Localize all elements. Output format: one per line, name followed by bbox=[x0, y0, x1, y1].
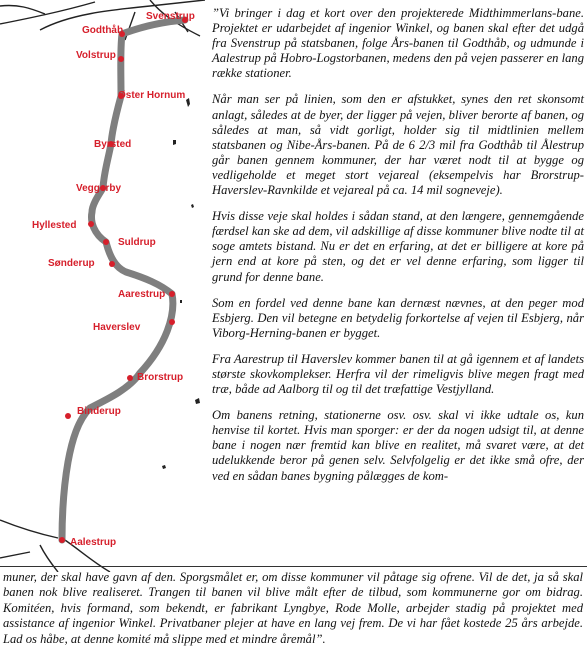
article-paragraph: Når man ser på linien, som den er afstukket, synes den ret skonsomt anlagt, således at de byer, der ligger på vejen, bliver berorte af banen, og således at man, så vidt gorligt, holder sig til midtlinien mellem statsbanen og Nibe-Års-banen. På de 6 2/3 mil fra Godthåb til Ålestrup går banen gennem kommuner, der har været nodt til at bygge og vedligeholde et meget stort vejareal (eksempelvis har Brorstrup-Haverslev-Ravnkilde et vejareal på ca. 14 mil sogneveje). bbox=[212, 92, 584, 198]
station-label: Sønderup bbox=[48, 258, 95, 269]
station-dot bbox=[169, 291, 175, 297]
station-dot bbox=[109, 261, 115, 267]
station-dot bbox=[127, 375, 133, 381]
article-paragraph: Hvis disse veje skal holdes i sådan stand, at den længere, gennemgående færdsel kan ske ad dem, vil adskillige af disse kommuner blive nodte til at soge amtets bistand. Nu er det en erfaring, at det er billigere at kore på jern end at kore på sten, og det er vel denne erfaring, som ligger til grund for denne bane. bbox=[212, 209, 584, 284]
railway-map bbox=[0, 0, 205, 572]
station-label: Haverslev bbox=[93, 322, 141, 333]
station-binderup bbox=[65, 406, 121, 419]
station-label: Binderup bbox=[77, 406, 121, 417]
article-paragraph: ”Vi bringer i dag et kort over den projekterede Midthimmerlans-bane. Projektet er udarbejdet af ingenior Winkel, og banen skal efter det udgå fra Svenstrup på statsbanen, folge Års-banen til Godthåb, og udmunde i Aalestrup på Hobro-Logstorbanen, medens den på vejen passerer en lang række stationer. bbox=[212, 6, 584, 81]
station-suldrup bbox=[103, 237, 156, 248]
article-continuation: muner, der skal have gavn af den. Sporgsmålet er, om disse kommuner vil påtage sig ofrene. Vil de det, ja så skal banen nok blive realiseret. Trangen til banen vil blive målt efter de tilbud, som kommunerne gor om bidrag. Komitéen, hvis formand, som bekendt, er fabrikant Lyngbye, Rode Molle, arbejder stadig på projektet med assistance af ingenior Winkel. Privatbaner plejer at have en lang vej frem. De vi har fået kostede 25 års arbejde. Lad os håbe, at denne komité må slippe med et mindre åremål”. bbox=[3, 570, 583, 646]
station-volstrup bbox=[76, 50, 124, 62]
station-label: Aalestrup bbox=[70, 537, 117, 548]
station-svenstrup bbox=[146, 11, 195, 23]
station-dot bbox=[88, 221, 94, 227]
station-dot bbox=[59, 537, 65, 543]
station-label: Hyllested bbox=[32, 220, 77, 231]
station-byrsted bbox=[94, 139, 131, 150]
article-paragraph: Om banens retning, stationerne osv. osv. skal vi ikke udtale os, kun henvise til kortet. Hvis man sporger: er der da nogen udsigt til, at denne bane i nogen nær fremtid kan blive en realitet, må svaret være, at det udelukkende beror på genen selv. Selvfolgelig er det ikke små ofre, der ved en sådan banes bygning pålægges de kom- bbox=[212, 408, 584, 483]
station-label: Godthåb bbox=[82, 25, 124, 36]
station-godthaab bbox=[82, 24, 125, 37]
station-label: Veggerby bbox=[76, 183, 122, 194]
article-paragraph: Som en fordel ved denne bane kan dernæst nævnes, at den peger mod Esbjerg. Den vil betegne en betydelig forkortelse af vejen til Esbjerg, når Viborg-Herning-banen er bygget. bbox=[212, 295, 584, 340]
station-soenderup bbox=[48, 258, 115, 269]
station-label: Suldrup bbox=[118, 237, 156, 248]
divider bbox=[0, 566, 587, 567]
station-oester-hornum bbox=[118, 90, 185, 101]
station-label: Øster Hornum bbox=[118, 90, 186, 101]
station-label: Brorstrup bbox=[137, 372, 184, 383]
station-label: Aarestrup bbox=[118, 289, 166, 300]
station-label: Svenstrup bbox=[146, 11, 195, 22]
station-haverslev bbox=[93, 319, 175, 333]
map-background-lines bbox=[0, 0, 205, 572]
station-veggerby bbox=[76, 183, 121, 194]
station-dot bbox=[103, 239, 109, 245]
article-paragraph: Fra Aarestrup til Haverslev kommer banen til at gå igennem et af landets største skovkomplekser. Herfra vil der rimeligvis blive megen fragt med træ, både ad Aalborg til og til det træfattige Vestjylland. bbox=[212, 351, 584, 397]
station-hyllested bbox=[32, 220, 94, 231]
map-decorations bbox=[162, 98, 200, 469]
station-label: Byrsted bbox=[94, 139, 132, 150]
station-dot bbox=[65, 413, 71, 419]
article-text bbox=[212, 6, 584, 495]
station-dot bbox=[169, 319, 175, 325]
station-label: Volstrup bbox=[76, 50, 116, 61]
station-dot bbox=[118, 56, 124, 62]
